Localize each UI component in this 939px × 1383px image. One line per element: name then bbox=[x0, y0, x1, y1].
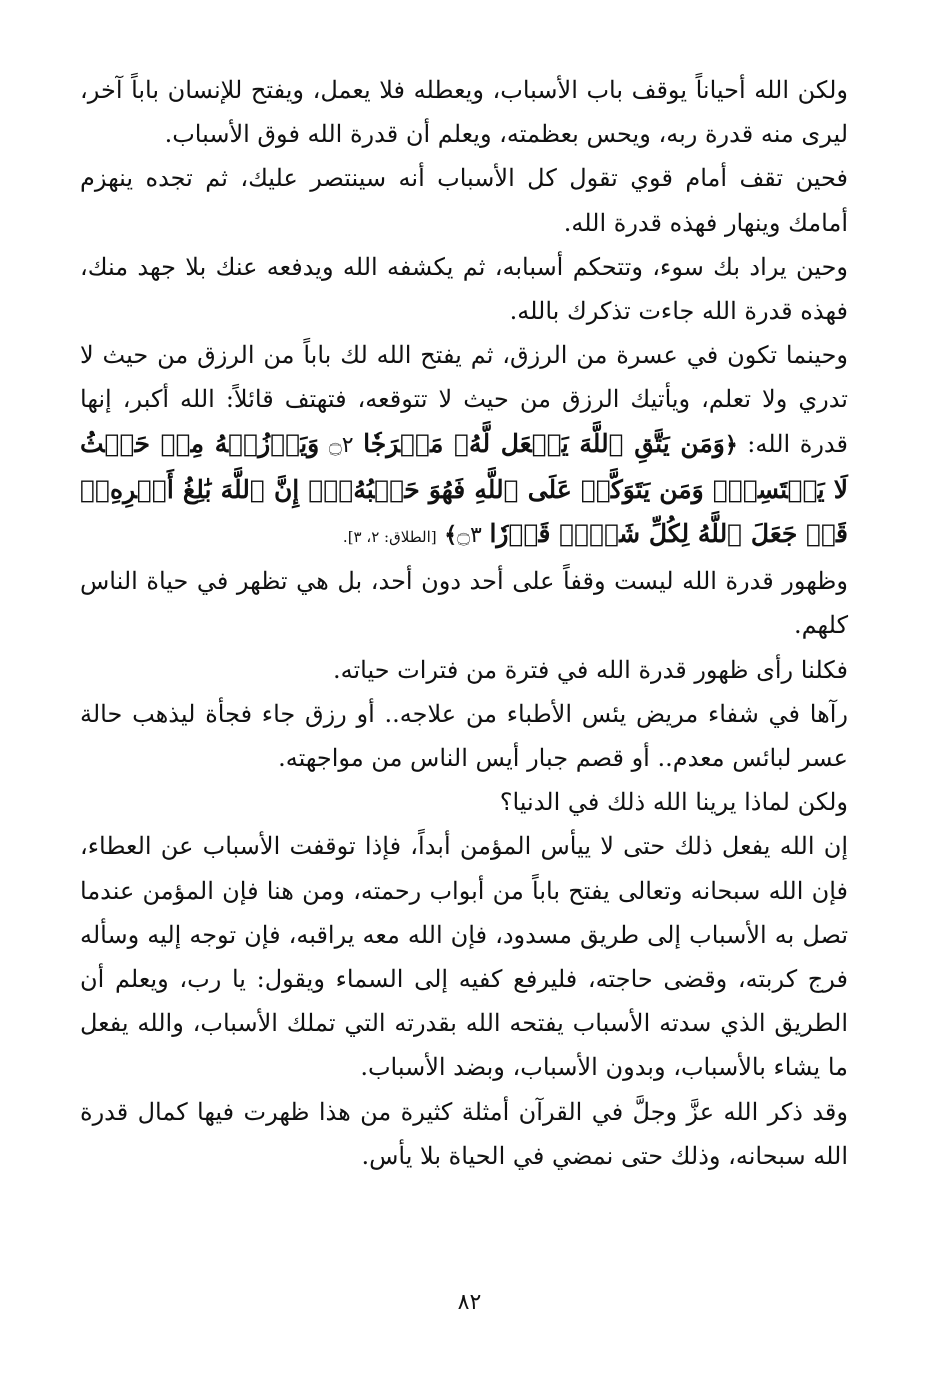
quran-open-bracket: ﴿ bbox=[724, 431, 738, 458]
paragraph-7: رآها في شفاء مريض يئس الأطباء من علاجه.. أو رزق جاء فجأة ليذهب حالة عسر لبائس معدم.. أو قصم جبار أيس الناس من مواجهته. bbox=[80, 699, 848, 773]
ayah-marker-2: ۝٢ bbox=[328, 432, 354, 458]
paragraph-2: فحين تقف أمام قوي تقول كل الأسباب أنه سينتصر عليك، ثم تجده ينهزم أمامك وينهار فهذه قدرة الله. bbox=[80, 164, 848, 237]
paragraph-9: إن الله يفعل ذلك حتى لا ييأس المؤمن أبداً، فإذا توقفت الأسباب عن العطاء، فإن الله سبحانه وتعالى يفتح باباً من أبواب رحمته، ومن هنا فإن المؤمن عندما تصل به الأسباب إلى طريق مسدود، فإن الله معه يراقبه، فإن توجه إليه وسأله فرج كربته، وقضى حاجته، فليرفع كفيه إلى السماء ويقول: يا رب، ويعلم أن الطريق الذي سدته الأسباب يفتحه الله بقدرته التي تملك الأسباب، والله يفعل ما يشاء بالأسباب، وبدون الأسباب، وبضد الأسباب. bbox=[80, 832, 848, 1082]
quran-verse-part-1: وَمَن يَتَّقِ ٱللَّهَ يَجۡعَل لَّهُۥ مَخۡرَجٗا bbox=[363, 428, 725, 458]
paragraph-10: وقد ذكر الله عزَّ وجلَّ في القرآن أمثلة كثيرة من هذا ظهرت فيها كمال قدرة الله سبحانه، وذلك حتى نمضي في الحياة بلا يأس. bbox=[80, 1097, 848, 1170]
verse-reference: [الطلاق: ٢، ٣]. bbox=[342, 528, 437, 547]
quran-verse-part-2: وَيَرۡزُقۡهُ مِنۡ حَيۡثُ لَا يَحۡتَسِبُۚ وَمَن يَتَوَكَّلۡ عَلَى ٱللَّهِ فَهُوَ حَسۡبُهُۥٓۚ إِنَّ ٱللَّهَ بَٰلِغُ أَمۡرِهِۦۚ قَدۡ جَعَلَ ٱللَّهُ لِكُلِّ شَيۡءٖ قَدۡرٗا bbox=[80, 428, 848, 549]
paragraph-8: ولكن لماذا يرينا الله ذلك في الدنيا؟ bbox=[499, 788, 848, 817]
paragraph-6: فكلنا رأى ظهور قدرة الله في فترة من فترات حياته. bbox=[332, 655, 848, 684]
verse-intro: وحينما تكون في عسرة من الرزق، ثم يفتح الله لك باباً من الرزق من حيث لا تدري ولا تعلم، ويأتيك الرزق من حيث لا تتوقعه، فتهتف قائلاً: الله أكبر، إنها قدرة الله: bbox=[80, 341, 848, 458]
paragraph-1: ولكن الله أحياناً يوقف باب الأسباب، ويعطله فلا يعمل، ويفتح للإنسان باباً آخر، ليرى منه قدرة ربه، ويحس بعظمته، ويعلم أن قدرة الله فوق الأسباب. bbox=[80, 76, 848, 149]
ayah-marker-3: ۝٣ bbox=[457, 523, 482, 549]
quran-close-bracket: ﴾ bbox=[444, 522, 458, 549]
paragraph-5: وظهور قدرة الله ليست وقفاً على أحد دون أحد، بل هي تظهر في حياة الناس كلهم. bbox=[80, 567, 848, 640]
verse-paragraph bbox=[80, 333, 848, 559]
page-number: ٨٢ bbox=[457, 1290, 482, 1315]
paragraph-3: وحين يراد بك سوء، وتتحكم أسبابه، ثم يكشفه الله ويدفعه عنك بلا جهد منك، فهذه قدرة الله جاءت تذكرك بالله. bbox=[80, 252, 848, 326]
page-body bbox=[80, 68, 848, 1178]
